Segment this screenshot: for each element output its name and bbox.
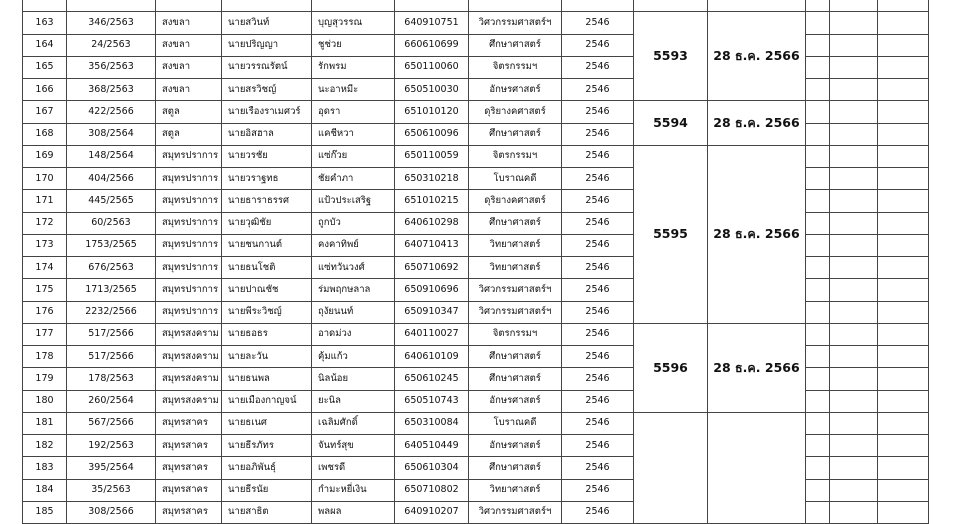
faculty-cell: วิศวกรรมศาสตร์ฯ — [469, 301, 562, 323]
faculty-cell: ศึกษาศาสตร์ — [469, 123, 562, 145]
case-number-cell: 35/2563 — [67, 479, 156, 501]
surname-cell: นะอาหมีะ — [312, 79, 395, 101]
case-number-cell: 567/2566 — [67, 412, 156, 434]
surname-cell: ยะนิล — [312, 390, 395, 412]
blank-a-cell — [806, 301, 830, 323]
student-id-cell: 651010120 — [395, 101, 469, 123]
row-number-cell: 179 — [23, 368, 67, 390]
year-cell: 2546 — [562, 212, 634, 234]
province-cell: สงขลา — [156, 12, 222, 34]
year-cell: 2546 — [562, 368, 634, 390]
blank-b-cell — [830, 501, 878, 523]
first-name-cell: นายชนกานต์ — [222, 234, 312, 256]
faculty-cell: วิศวกรรมศาสตร์ฯ — [469, 12, 562, 34]
surname-cell: คงคาทิพย์ — [312, 234, 395, 256]
row-number-cell: 164 — [23, 34, 67, 56]
case-number-cell: 517/2566 — [67, 346, 156, 368]
student-id-cell: 640610298 — [395, 212, 469, 234]
row-number-cell: 175 — [23, 279, 67, 301]
year-cell: 2546 — [562, 501, 634, 523]
surname-cell: แคชีหวา — [312, 123, 395, 145]
year-cell: 2546 — [562, 257, 634, 279]
first-name-cell: นายธีรนัย — [222, 479, 312, 501]
blank-b-cell — [830, 123, 878, 145]
faculty-cell: วิศวกรรมศาสตร์ฯ — [469, 501, 562, 523]
blank-a-cell — [806, 346, 830, 368]
blank-c-cell — [878, 145, 929, 167]
group-code-cell: 5595 — [634, 145, 708, 323]
surname-cell: เพชรดี — [312, 457, 395, 479]
blank-b-cell — [830, 457, 878, 479]
group-date-cell: 28 ธ.ค. 2566 — [708, 12, 806, 101]
case-number-cell: 1713/2565 — [67, 279, 156, 301]
blank-c-cell — [878, 501, 929, 523]
blank-b-cell — [830, 56, 878, 78]
first-name-cell: นายธาราธรรศ — [222, 190, 312, 212]
blank-a-cell — [806, 212, 830, 234]
blank-b-cell — [830, 412, 878, 434]
surname-cell: คุ้มแก้ว — [312, 346, 395, 368]
first-name-cell: นายละวัน — [222, 346, 312, 368]
blank-a-cell — [806, 101, 830, 123]
blank-a-cell — [806, 435, 830, 457]
faculty-cell: ดุริยางคศาสตร์ — [469, 190, 562, 212]
province-cell: สตูล — [156, 123, 222, 145]
blank-c-cell — [878, 346, 929, 368]
faculty-cell: โบราณคดี — [469, 412, 562, 434]
year-cell: 2546 — [562, 301, 634, 323]
faculty-cell: อักษรศาสตร์ — [469, 79, 562, 101]
province-cell: สมุทรสาคร — [156, 457, 222, 479]
year-cell: 2546 — [562, 168, 634, 190]
student-id-cell: 650610096 — [395, 123, 469, 145]
case-number-cell: 192/2563 — [67, 435, 156, 457]
blank-a-cell — [806, 34, 830, 56]
first-name-cell: นายวรรณรัตน์ — [222, 56, 312, 78]
blank-a-cell — [806, 79, 830, 101]
blank-c-cell — [878, 56, 929, 78]
student-id-cell: 640510449 — [395, 435, 469, 457]
faculty-cell: วิทยาศาสตร์ — [469, 257, 562, 279]
first-name-cell: นายอิสฮาล — [222, 123, 312, 145]
province-cell: สมุทรปราการ — [156, 145, 222, 167]
table-row — [23, 412, 929, 434]
roster-table — [22, 0, 929, 524]
row-number-cell: 163 — [23, 12, 67, 34]
blank-b-cell — [830, 145, 878, 167]
blank-b-cell — [830, 101, 878, 123]
faculty-cell: อักษรศาสตร์ — [469, 435, 562, 457]
year-cell: 2546 — [562, 56, 634, 78]
year-cell: 2546 — [562, 479, 634, 501]
province-cell: สมุทรสงคราม — [156, 323, 222, 345]
first-name-cell: นายเรืองราเมศวร์ — [222, 101, 312, 123]
first-name-cell: นายเมืองกาญจน์ — [222, 390, 312, 412]
blank-b-cell — [830, 168, 878, 190]
blank-b-cell — [830, 368, 878, 390]
faculty-cell: จิตรกรรมฯ — [469, 56, 562, 78]
student-id-cell: 650710802 — [395, 479, 469, 501]
case-number-cell: 308/2564 — [67, 123, 156, 145]
first-name-cell: นายธเนศ — [222, 412, 312, 434]
year-cell: 2546 — [562, 457, 634, 479]
case-number-cell: 1753/2565 — [67, 234, 156, 256]
year-cell: 2546 — [562, 346, 634, 368]
faculty-cell: จิตรกรรมฯ — [469, 145, 562, 167]
student-id-cell: 650610245 — [395, 368, 469, 390]
blank-b-cell — [830, 435, 878, 457]
group-date-cell — [708, 412, 806, 523]
blank-c-cell — [878, 301, 929, 323]
faculty-cell: วิทยาศาสตร์ — [469, 479, 562, 501]
blank-a-cell — [806, 323, 830, 345]
group-code-cell: 5594 — [634, 101, 708, 146]
blank-c-cell — [878, 368, 929, 390]
blank-c-cell — [878, 101, 929, 123]
blank-b-cell — [830, 34, 878, 56]
year-cell: 2546 — [562, 123, 634, 145]
first-name-cell: นายธนโชติ — [222, 257, 312, 279]
blank-c-cell — [878, 123, 929, 145]
province-cell: สมุทรปราการ — [156, 301, 222, 323]
faculty-cell: ศึกษาศาสตร์ — [469, 34, 562, 56]
case-number-cell: 346/2563 — [67, 12, 156, 34]
case-number-cell: 395/2564 — [67, 457, 156, 479]
surname-cell: ชัยคำภา — [312, 168, 395, 190]
first-name-cell: นายสรวิชญ์ — [222, 79, 312, 101]
blank-c-cell — [878, 457, 929, 479]
blank-a-cell — [806, 145, 830, 167]
student-id-cell: 650510030 — [395, 79, 469, 101]
row-number-cell: 178 — [23, 346, 67, 368]
table-row — [23, 323, 929, 345]
student-id-cell: 650510743 — [395, 390, 469, 412]
blank-b-cell — [830, 257, 878, 279]
year-cell: 2546 — [562, 279, 634, 301]
blank-c-cell — [878, 479, 929, 501]
case-number-cell: 517/2566 — [67, 323, 156, 345]
table-row — [23, 101, 929, 123]
first-name-cell: นายสาธิต — [222, 501, 312, 523]
faculty-cell: วิศวกรรมศาสตร์ฯ — [469, 279, 562, 301]
faculty-cell: ศึกษาศาสตร์ — [469, 368, 562, 390]
province-cell: สมุทรปราการ — [156, 212, 222, 234]
first-name-cell: นายสวินท์ — [222, 12, 312, 34]
surname-cell: แป้วประเสริฐ — [312, 190, 395, 212]
faculty-cell: โบราณคดี — [469, 168, 562, 190]
year-cell: 2546 — [562, 190, 634, 212]
year-cell: 2546 — [562, 101, 634, 123]
year-cell: 2546 — [562, 323, 634, 345]
year-cell: 2546 — [562, 145, 634, 167]
blank-a-cell — [806, 56, 830, 78]
case-number-cell: 148/2564 — [67, 145, 156, 167]
blank-a-cell — [806, 279, 830, 301]
first-name-cell: นายธีรภัทร — [222, 435, 312, 457]
blank-b-cell — [830, 301, 878, 323]
case-number-cell: 445/2565 — [67, 190, 156, 212]
surname-cell: แซ่ก๊วย — [312, 145, 395, 167]
roster-table-body — [23, 0, 929, 524]
row-number-cell: 180 — [23, 390, 67, 412]
student-id-cell: 650110060 — [395, 56, 469, 78]
surname-cell: เฉลิมศักดิ์ — [312, 412, 395, 434]
case-number-cell: 260/2564 — [67, 390, 156, 412]
first-name-cell: นายพีระวิชญ์ — [222, 301, 312, 323]
blank-a-cell — [806, 501, 830, 523]
blank-b-cell — [830, 323, 878, 345]
row-number-cell: 170 — [23, 168, 67, 190]
faculty-cell: อักษรศาสตร์ — [469, 390, 562, 412]
province-cell: สตูล — [156, 101, 222, 123]
student-id-cell: 650710692 — [395, 257, 469, 279]
group-code-cell: 5593 — [634, 12, 708, 101]
province-cell: สมุทรสาคร — [156, 501, 222, 523]
case-number-cell: 308/2566 — [67, 501, 156, 523]
student-id-cell: 640710413 — [395, 234, 469, 256]
blank-c-cell — [878, 257, 929, 279]
table-row — [23, 12, 929, 34]
row-number-cell: 165 — [23, 56, 67, 78]
document-sheet — [22, 0, 928, 524]
surname-cell: ถุงัยนนท์ — [312, 301, 395, 323]
blank-a-cell — [806, 257, 830, 279]
faculty-cell: ศึกษาศาสตร์ — [469, 457, 562, 479]
first-name-cell: นายอภิพันธุ์ — [222, 457, 312, 479]
row-number-cell: 177 — [23, 323, 67, 345]
blank-b-cell — [830, 79, 878, 101]
row-number-cell: 167 — [23, 101, 67, 123]
row-number-cell: 181 — [23, 412, 67, 434]
row-number-cell: 185 — [23, 501, 67, 523]
blank-c-cell — [878, 390, 929, 412]
blank-b-cell — [830, 390, 878, 412]
group-date-cell: 28 ธ.ค. 2566 — [708, 145, 806, 323]
province-cell: สมุทรปราการ — [156, 234, 222, 256]
province-cell: สมุทรสงคราม — [156, 346, 222, 368]
surname-cell: แซ่ทวันวงศ์ — [312, 257, 395, 279]
blank-b-cell — [830, 279, 878, 301]
student-id-cell: 650310084 — [395, 412, 469, 434]
row-number-cell: 172 — [23, 212, 67, 234]
blank-c-cell — [878, 34, 929, 56]
blank-b-cell — [830, 346, 878, 368]
table-row-partial — [23, 0, 929, 12]
case-number-cell: 178/2563 — [67, 368, 156, 390]
blank-a-cell — [806, 234, 830, 256]
student-id-cell: 650910347 — [395, 301, 469, 323]
surname-cell: อุดรา — [312, 101, 395, 123]
first-name-cell: นายธอธร — [222, 323, 312, 345]
blank-a-cell — [806, 412, 830, 434]
province-cell: สมุทรสาคร — [156, 479, 222, 501]
student-id-cell: 640910207 — [395, 501, 469, 523]
first-name-cell: นายปริญญา — [222, 34, 312, 56]
student-id-cell: 650610304 — [395, 457, 469, 479]
year-cell: 2546 — [562, 79, 634, 101]
province-cell: สมุทรปราการ — [156, 279, 222, 301]
student-id-cell: 650310218 — [395, 168, 469, 190]
province-cell: สงขลา — [156, 79, 222, 101]
blank-c-cell — [878, 435, 929, 457]
year-cell: 2546 — [562, 435, 634, 457]
province-cell: สมุทรปราการ — [156, 168, 222, 190]
year-cell: 2546 — [562, 34, 634, 56]
province-cell: สมุทรสาคร — [156, 412, 222, 434]
blank-a-cell — [806, 368, 830, 390]
blank-c-cell — [878, 190, 929, 212]
year-cell: 2546 — [562, 12, 634, 34]
row-number-cell: 173 — [23, 234, 67, 256]
faculty-cell: ดุริยางคศาสตร์ — [469, 101, 562, 123]
surname-cell: กำมะหยี่เงิน — [312, 479, 395, 501]
student-id-cell: 651010215 — [395, 190, 469, 212]
blank-c-cell — [878, 412, 929, 434]
blank-a-cell — [806, 457, 830, 479]
surname-cell: นิลน้อย — [312, 368, 395, 390]
province-cell: สมุทรปราการ — [156, 190, 222, 212]
blank-c-cell — [878, 168, 929, 190]
province-cell: สมุทรสาคร — [156, 435, 222, 457]
province-cell: สมุทรสงคราม — [156, 390, 222, 412]
first-name-cell: นายปาณชัช — [222, 279, 312, 301]
case-number-cell: 60/2563 — [67, 212, 156, 234]
blank-b-cell — [830, 479, 878, 501]
surname-cell: พลผล — [312, 501, 395, 523]
group-code-cell: 5596 — [634, 323, 708, 412]
student-id-cell: 640910751 — [395, 12, 469, 34]
surname-cell: ชูช่วย — [312, 34, 395, 56]
case-number-cell: 356/2563 — [67, 56, 156, 78]
case-number-cell: 368/2563 — [67, 79, 156, 101]
group-code-cell — [634, 412, 708, 523]
blank-b-cell — [830, 212, 878, 234]
row-number-cell: 184 — [23, 479, 67, 501]
blank-a-cell — [806, 190, 830, 212]
first-name-cell: นายวรชัย — [222, 145, 312, 167]
first-name-cell: นายธนพล — [222, 368, 312, 390]
case-number-cell: 422/2566 — [67, 101, 156, 123]
blank-a-cell — [806, 12, 830, 34]
group-date-cell: 28 ธ.ค. 2566 — [708, 323, 806, 412]
row-number-cell: 166 — [23, 79, 67, 101]
row-number-cell: 176 — [23, 301, 67, 323]
year-cell: 2546 — [562, 390, 634, 412]
blank-b-cell — [830, 190, 878, 212]
row-number-cell: 168 — [23, 123, 67, 145]
province-cell: สมุทรปราการ — [156, 257, 222, 279]
group-date-cell: 28 ธ.ค. 2566 — [708, 101, 806, 146]
blank-a-cell — [806, 479, 830, 501]
case-number-cell: 24/2563 — [67, 34, 156, 56]
row-number-cell: 169 — [23, 145, 67, 167]
province-cell: สมุทรสงคราม — [156, 368, 222, 390]
row-number-cell: 182 — [23, 435, 67, 457]
year-cell: 2546 — [562, 234, 634, 256]
blank-c-cell — [878, 323, 929, 345]
first-name-cell: นายวุฒิชัย — [222, 212, 312, 234]
faculty-cell: ศึกษาศาสตร์ — [469, 346, 562, 368]
surname-cell: บุญสุวรรณ — [312, 12, 395, 34]
case-number-cell: 676/2563 — [67, 257, 156, 279]
student-id-cell: 640110027 — [395, 323, 469, 345]
surname-cell: จันทร์สุข — [312, 435, 395, 457]
student-id-cell: 660610699 — [395, 34, 469, 56]
blank-c-cell — [878, 279, 929, 301]
row-number-cell: 171 — [23, 190, 67, 212]
row-number-cell: 174 — [23, 257, 67, 279]
table-row — [23, 145, 929, 167]
surname-cell: ถูกบัว — [312, 212, 395, 234]
faculty-cell: จิตรกรรมฯ — [469, 323, 562, 345]
blank-b-cell — [830, 12, 878, 34]
case-number-cell: 2232/2566 — [67, 301, 156, 323]
student-id-cell: 650110059 — [395, 145, 469, 167]
blank-c-cell — [878, 234, 929, 256]
surname-cell: รักพรม — [312, 56, 395, 78]
surname-cell: ร่มพฤกษลาล — [312, 279, 395, 301]
blank-c-cell — [878, 79, 929, 101]
blank-c-cell — [878, 212, 929, 234]
student-id-cell: 640610109 — [395, 346, 469, 368]
faculty-cell: วิทยาศาสตร์ — [469, 234, 562, 256]
faculty-cell: ศึกษาศาสตร์ — [469, 212, 562, 234]
case-number-cell: 404/2566 — [67, 168, 156, 190]
row-number-cell: 183 — [23, 457, 67, 479]
blank-c-cell — [878, 12, 929, 34]
blank-b-cell — [830, 234, 878, 256]
student-id-cell: 650910696 — [395, 279, 469, 301]
surname-cell: อาดม่วง — [312, 323, 395, 345]
first-name-cell: นายวราฐทธ — [222, 168, 312, 190]
province-cell: สงขลา — [156, 34, 222, 56]
province-cell: สงขลา — [156, 56, 222, 78]
blank-a-cell — [806, 123, 830, 145]
blank-a-cell — [806, 168, 830, 190]
blank-a-cell — [806, 390, 830, 412]
year-cell: 2546 — [562, 412, 634, 434]
